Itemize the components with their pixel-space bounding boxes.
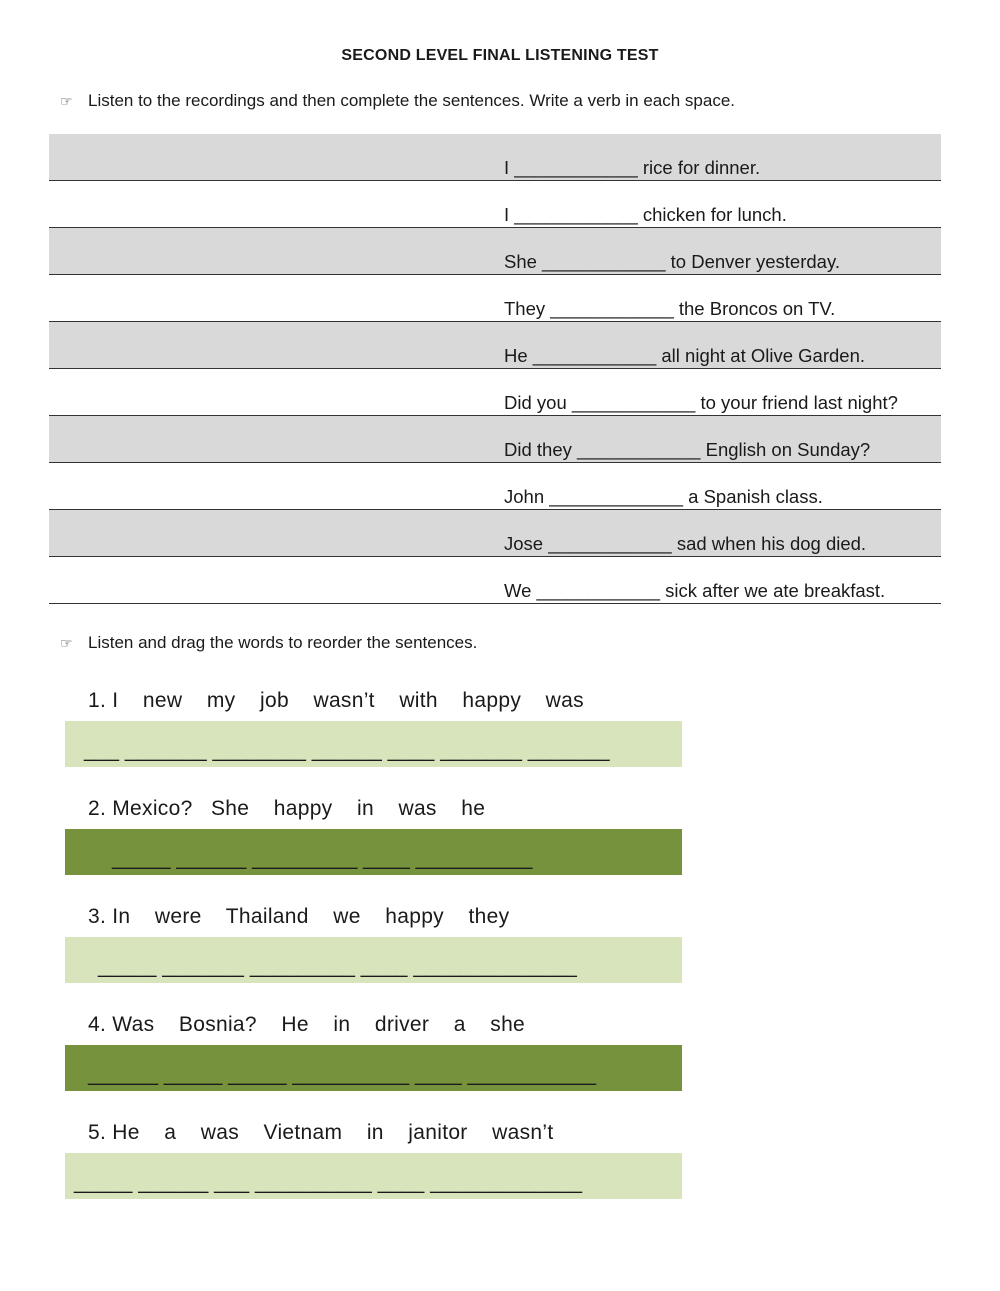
table-row xyxy=(49,369,941,416)
word-bank[interactable]: 5. He a was Vietnam in janitor wasn’t xyxy=(88,1121,554,1144)
sentence-4[interactable]: They ____________ the Broncos on TV. xyxy=(504,298,836,319)
reorder-item-5 xyxy=(65,1113,682,1199)
instruction-1 xyxy=(60,91,735,111)
answer-blanks[interactable]: ______ _____ _____ __________ ____ ___________ xyxy=(88,1063,597,1086)
fill-in-table xyxy=(49,134,941,604)
sentence-3[interactable]: She ____________ to Denver yesterday. xyxy=(504,251,840,272)
instruction-1-text: Listen to the recordings and then complete the sentences. Write a verb in each space. xyxy=(88,91,736,110)
answer-band[interactable] xyxy=(65,1153,682,1199)
table-row xyxy=(49,557,941,604)
sentence-7[interactable]: Did they ____________ English on Sunday? xyxy=(504,439,871,460)
table-row xyxy=(49,181,941,228)
sentence-10[interactable]: We ____________ sick after we ate breakfast. xyxy=(504,580,886,601)
answer-blanks[interactable]: ___ _______ ________ ______ ____ _______ _______ xyxy=(84,739,610,762)
reorder-item-3 xyxy=(65,897,682,983)
answer-blanks[interactable]: _____ _______ _________ ____ ______________ xyxy=(98,955,577,978)
answer-blanks[interactable]: _____ ______ _________ ____ __________ xyxy=(112,847,533,870)
word-bank[interactable]: 1. I new my job wasn’t with happy was xyxy=(88,689,584,712)
page-title: SECOND LEVEL FINAL LISTENING TEST xyxy=(341,47,659,64)
sentence-1[interactable]: I ____________ rice for dinner. xyxy=(504,157,761,178)
word-bank[interactable]: 3. In were Thailand we happy they xyxy=(88,905,510,928)
reorder-item-2 xyxy=(65,789,682,875)
sentence-2[interactable]: I ____________ chicken for lunch. xyxy=(504,204,787,225)
table-row xyxy=(49,322,941,369)
sentence-5[interactable]: He ____________ all night at Olive Garden. xyxy=(504,345,866,366)
pointing-hand-icon: ☞ xyxy=(60,92,73,109)
pointing-hand-icon: ☞ xyxy=(60,634,73,651)
word-bank[interactable]: 4. Was Bosnia? He in driver a she xyxy=(88,1013,526,1036)
table-row xyxy=(49,275,941,322)
instruction-2 xyxy=(60,633,477,653)
reorder-item-1 xyxy=(65,681,682,767)
sentence-9[interactable]: Jose ____________ sad when his dog died. xyxy=(504,533,867,554)
reorder-item-4 xyxy=(65,1005,682,1091)
sentence-6[interactable]: Did you ____________ to your friend last night? xyxy=(504,392,898,413)
answer-band[interactable] xyxy=(65,937,682,983)
table-row xyxy=(49,510,941,557)
answer-band[interactable] xyxy=(65,1045,682,1091)
table-row xyxy=(49,463,941,510)
table-row xyxy=(49,134,941,181)
answer-band[interactable] xyxy=(65,721,682,767)
answer-blanks[interactable]: _____ ______ ___ __________ ____ _____________ xyxy=(74,1171,583,1194)
word-bank[interactable]: 2. Mexico? She happy in was he xyxy=(88,797,486,820)
instruction-2-text: Listen and drag the words to reorder the sentences. xyxy=(88,633,478,652)
table-row xyxy=(49,416,941,463)
table-row xyxy=(49,228,941,275)
answer-band[interactable] xyxy=(65,829,682,875)
sentence-8[interactable]: John _____________ a Spanish class. xyxy=(504,486,823,507)
